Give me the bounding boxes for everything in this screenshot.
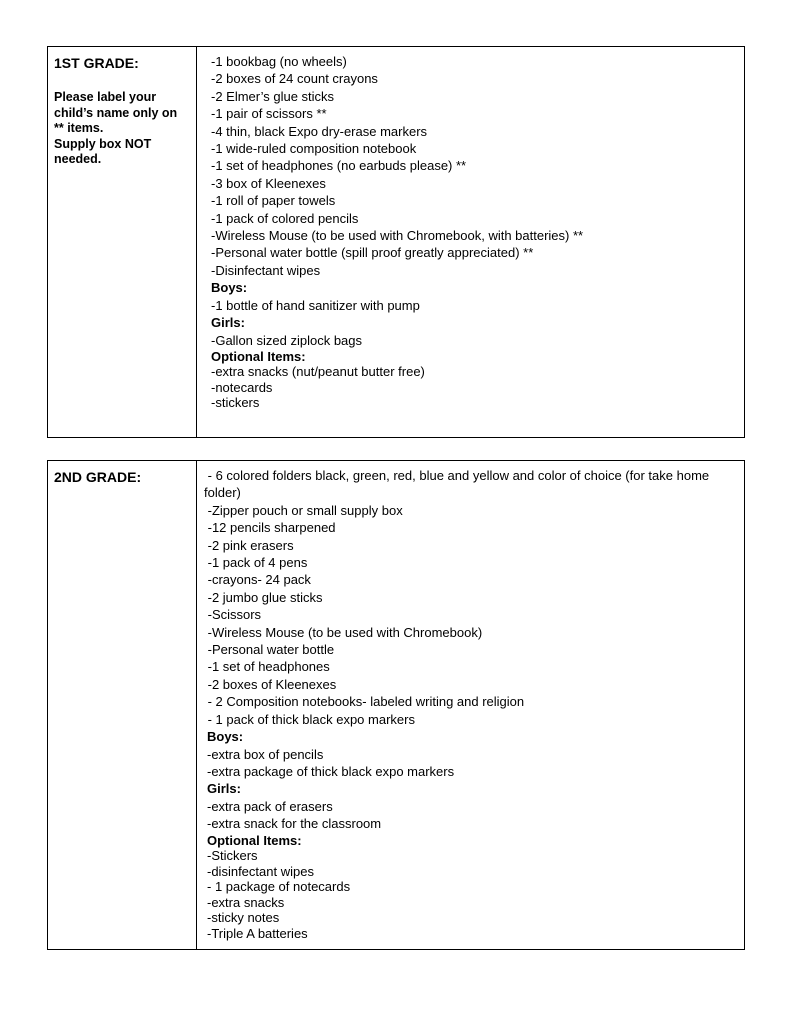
supply-item: - 2 Composition notebooks- labeled writing and religion xyxy=(204,694,525,710)
supply-item: -1 pair of scissors ** xyxy=(211,106,327,122)
supply-item: -1 pack of 4 pens xyxy=(204,555,308,571)
girls-item: -extra pack of erasers xyxy=(207,798,333,814)
boys-item: -1 bottle of hand sanitizer with pump xyxy=(211,297,420,313)
supply-item: -1 roll of paper towels xyxy=(211,193,336,209)
optional-heading: Optional Items: xyxy=(207,832,302,848)
second-grade-title: 2ND GRADE: xyxy=(54,469,142,485)
optional-heading: Optional Items: xyxy=(211,348,306,364)
note-line: ** items. xyxy=(54,121,104,135)
supply-item: -1 bookbag (no wheels) xyxy=(211,54,347,69)
note-line: Supply box NOT xyxy=(54,136,152,151)
supply-item: -3 box of Kleenexes xyxy=(211,175,326,191)
boys-heading: Boys: xyxy=(207,729,244,745)
supply-item: -Wireless Mouse (to be used with Chromebook, with batteries) ** xyxy=(211,228,584,244)
supply-item: -crayons- 24 pack xyxy=(204,572,311,588)
supply-item: -Disinfectant wipes xyxy=(211,262,321,278)
supply-item: -2 boxes of Kleenexes xyxy=(204,676,337,692)
first-grade-items-cell xyxy=(197,47,745,438)
optional-item: -sticky notes xyxy=(207,910,280,926)
optional-item: -notecards xyxy=(211,379,273,395)
supply-item: -1 set of headphones (no earbuds please) ** xyxy=(211,158,467,174)
supply-item: -Personal water bottle xyxy=(204,642,335,658)
supply-item: -2 pink erasers xyxy=(204,537,294,553)
supply-item: -2 Elmer’s glue sticks xyxy=(211,88,335,104)
girls-heading: Girls: xyxy=(207,781,241,797)
supply-item: -Personal water bottle (spill proof greatly appreciated) ** xyxy=(211,245,534,261)
first-grade-table xyxy=(47,46,745,438)
supply-item: -1 wide-ruled composition notebook xyxy=(211,141,417,157)
boys-item: -extra box of pencils xyxy=(207,746,324,762)
supply-item: -2 jumbo glue sticks xyxy=(204,589,323,605)
note-line: child’s name only on xyxy=(54,105,178,120)
supply-item: -Scissors xyxy=(204,607,262,623)
supply-item: -1 set of headphones xyxy=(204,659,330,675)
supply-item: - 6 colored folders black, green, red, blue and yellow and color of choice (for take home folder) xyxy=(204,468,713,501)
first-grade-note xyxy=(54,90,190,168)
supply-item: -Wireless Mouse (to be used with Chromebook) xyxy=(204,624,483,640)
girls-item: -Gallon sized ziplock bags xyxy=(211,332,363,348)
supply-item: -12 pencils sharpened xyxy=(204,520,336,536)
optional-item: -Triple A batteries xyxy=(207,925,308,941)
optional-item: -disinfectant wipes xyxy=(207,863,314,879)
boys-heading: Boys: xyxy=(211,280,248,296)
optional-item: -extra snacks (nut/peanut butter free) xyxy=(211,364,425,380)
optional-item: -extra snacks xyxy=(207,894,285,910)
supply-item: - 1 pack of thick black expo markers xyxy=(204,711,415,727)
note-line: Please label your xyxy=(54,90,157,104)
boys-item: -extra package of thick black expo markers xyxy=(207,763,455,779)
second-grade-table xyxy=(47,460,745,950)
first-grade-title: 1ST GRADE: xyxy=(54,55,139,71)
supply-item: -1 pack of colored pencils xyxy=(211,210,359,226)
second-grade-items-cell xyxy=(197,461,745,950)
girls-item: -extra snack for the classroom xyxy=(207,816,382,832)
girls-heading: Girls: xyxy=(211,315,245,331)
supply-item: -4 thin, black Expo dry-erase markers xyxy=(211,123,428,139)
second-grade-label-cell xyxy=(48,461,197,950)
optional-item: - 1 package of notecards xyxy=(207,879,351,895)
optional-item: -Stickers xyxy=(207,848,258,864)
note-line: needed. xyxy=(54,152,102,166)
supply-item: -2 boxes of 24 count crayons xyxy=(211,71,378,87)
supply-item: -Zipper pouch or small supply box xyxy=(204,502,403,518)
first-grade-label-cell xyxy=(48,47,197,438)
optional-item: -stickers xyxy=(211,395,260,411)
